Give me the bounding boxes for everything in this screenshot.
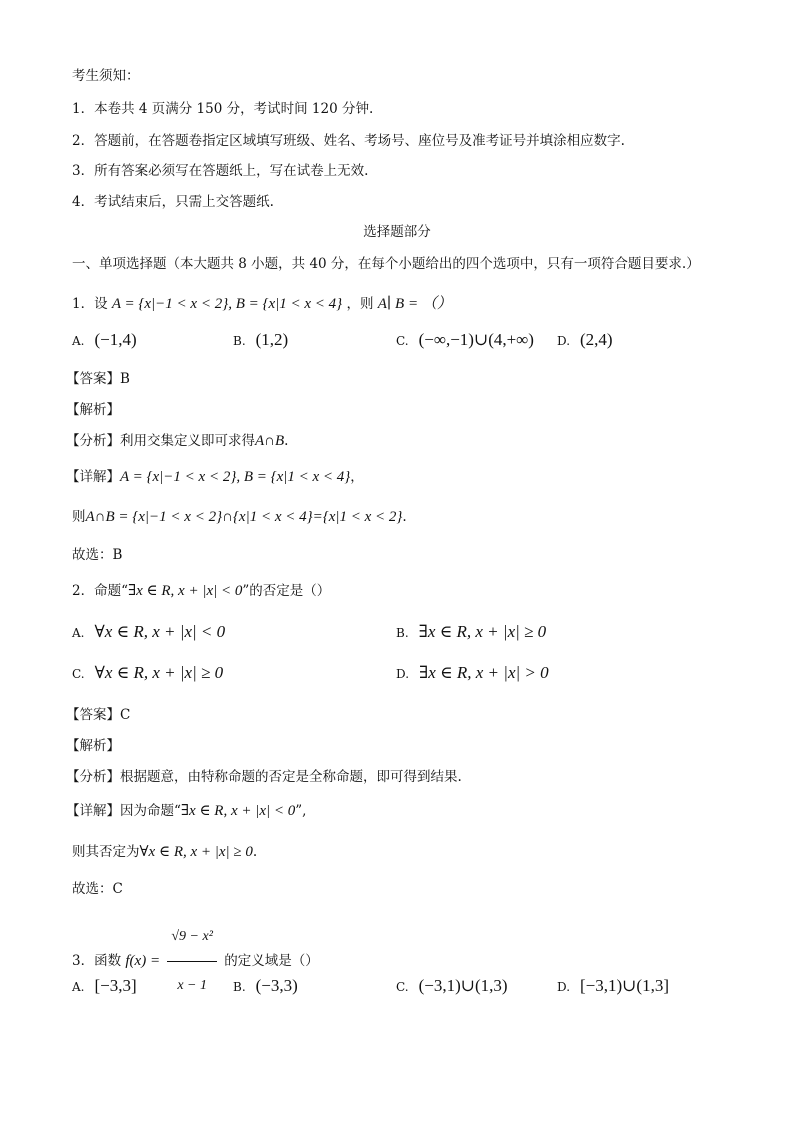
q2-jiexi: 【解析】 [66, 738, 120, 754]
q2-answer [66, 706, 130, 724]
q2-fenxi [66, 768, 462, 786]
q3-option-c [396, 976, 508, 997]
option-value: ∃x ∈ R, x + |x| > 0 [419, 663, 549, 682]
then-math: A∩B = {x|−1 < x < 2}∩{x|1 < x < 4}={x|1 < x < 2} [85, 509, 403, 525]
q1-ask: A∣ B = （） [377, 296, 452, 312]
option-label: D. [557, 334, 571, 348]
q3-number: 3．函数 [72, 953, 122, 969]
option-label: B. [396, 626, 409, 640]
option-value: ∃x ∈ R, x + |x| ≥ 0 [418, 622, 547, 641]
q2-number: 2．命题“ [72, 583, 128, 599]
q2-choose: 故选：C [72, 881, 123, 897]
q1-then [72, 508, 407, 526]
q2-xiangjie [66, 802, 306, 820]
option-value: (−∞,−1)∪(4,+∞) [418, 330, 534, 349]
q3-option-a [72, 976, 137, 997]
xiangjie-math: ∃x ∈ R, x + |x| < 0 [180, 803, 296, 819]
option-value: (−3,1)∪(1,3) [418, 976, 508, 995]
fenxi-tag: 【分析】 [66, 769, 120, 785]
q1-option-c [396, 330, 534, 351]
option-value: (−1,4) [94, 330, 137, 349]
xiangjie-end: ， [350, 469, 364, 485]
option-value: [−3,1)∪(1,3] [580, 976, 669, 995]
q2-prop: ∃x ∈ R, x + |x| < 0 [128, 583, 243, 599]
q1-set-def: A = {x|−1 < x < 2}, B = {x|1 < x < 4} [111, 296, 343, 312]
fenxi-tag: 【分析】 [66, 433, 120, 449]
then-text: 则 [72, 509, 86, 525]
q1-choose: 故选：B [72, 547, 123, 563]
answer-tag: 【答案】 [66, 707, 120, 723]
fenxi-text: 利用交集定义即可求得 [120, 433, 255, 449]
then-math: ∀x ∈ R, x + |x| ≥ 0 [139, 844, 253, 860]
option-value: ∀x ∈ R, x + |x| ≥ 0 [94, 663, 224, 682]
xiangjie-text: 因为命题“ [120, 803, 181, 819]
q3-option-d [557, 976, 669, 997]
fenxi-math: A∩B [255, 433, 285, 449]
q1-fenxi [66, 432, 288, 450]
q3-option-b [233, 976, 298, 997]
then-text: 则其否定为 [72, 844, 140, 860]
answer-tag: 【答案】 [66, 371, 120, 387]
q2-tail: ”的否定是（） [242, 583, 331, 599]
option-label: A. [72, 334, 85, 348]
option-value: [−3,3] [94, 976, 137, 995]
q3-func: f(x) = [125, 953, 161, 969]
option-value: (1,2) [255, 330, 289, 349]
q1-option-d [557, 330, 613, 351]
fenxi-text: 根据题意，由特称命题的否定是全称命题，即可得到结果. [120, 769, 462, 785]
option-label: C. [72, 667, 85, 681]
option-label: C. [396, 334, 409, 348]
q2-option-d [396, 663, 549, 684]
option-value: (2,4) [580, 330, 613, 349]
notice-item-4: 4．考试结束后，只需上交答题纸. [72, 194, 274, 210]
q1-tail: ，则 [346, 296, 374, 312]
answer-value: C [120, 707, 131, 723]
option-label: D. [396, 667, 410, 681]
q2-option-a [72, 622, 225, 643]
then-end: . [252, 844, 258, 860]
q1-answer [66, 370, 130, 388]
q3-numerator: √9 − x² [167, 915, 217, 962]
section-title: 一、单项选择题（本大题共 8 小题，共 40 分，在每个小题给出的四个选项中，只有一项符合题目要求.） [72, 256, 700, 272]
q2-then [72, 843, 257, 861]
xiangjie-math: A = {x|−1 < x < 2}, B = {x|1 < x < 4} [120, 469, 351, 485]
q3-fraction [167, 915, 217, 1008]
then-end: . [402, 509, 407, 525]
notice-item-1: 1．本卷共 4 页满分 150 分，考试时间 120 分钟. [72, 101, 374, 117]
q1-jiexi: 【解析】 [66, 402, 120, 418]
q1-option-a [72, 330, 137, 351]
q3-denominator: x − 1 [177, 978, 207, 993]
notice-item-2: 2．答题前，在答题卷指定区域填写班级、姓名、考场号、座位号及准考证号并填涂相应数字. [72, 133, 625, 149]
xiangjie-tag: 【详解】 [66, 803, 120, 819]
notice-heading: 考生须知： [72, 68, 140, 84]
xiangjie-end: ”, [295, 803, 307, 819]
option-label: B. [233, 980, 246, 994]
option-label: B. [233, 334, 246, 348]
option-label: C. [396, 980, 409, 994]
q3-tail: 的定义域是（） [224, 953, 319, 969]
fenxi-end: . [284, 433, 289, 449]
q1-xiangjie [66, 468, 364, 486]
part-title: 选择题部分 [363, 224, 431, 240]
q1-option-b [233, 330, 288, 351]
q2-option-b [396, 622, 546, 643]
xiangjie-tag: 【详解】 [66, 469, 120, 485]
answer-value: B [120, 371, 130, 387]
option-label: D. [557, 980, 571, 994]
q1-number: 1．设 [72, 296, 108, 312]
option-value: ∀x ∈ R, x + |x| < 0 [94, 622, 226, 641]
option-label: A. [72, 626, 85, 640]
q2-option-c [72, 663, 223, 684]
option-label: A. [72, 980, 85, 994]
option-value: (−3,3) [255, 976, 298, 995]
q1-stem [72, 295, 452, 313]
q2-stem [72, 582, 330, 600]
notice-item-3: 3．所有答案必须写在答题纸上，写在试卷上无效. [72, 163, 369, 179]
